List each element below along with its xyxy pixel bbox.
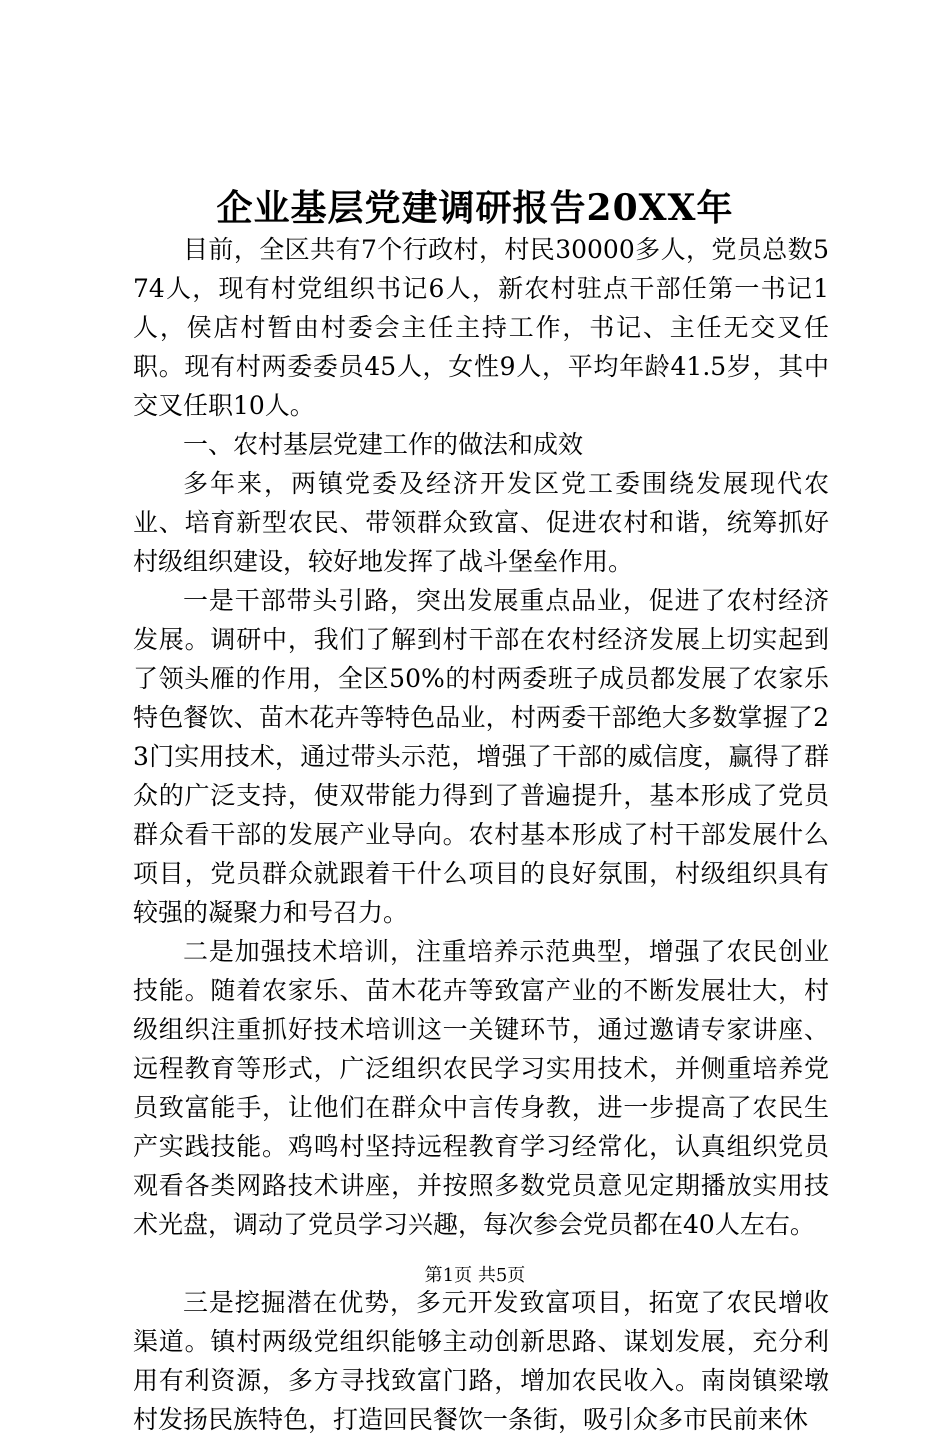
- paragraph-point-two: 二是加强技术培训，注重培养示范典型，增强了农民创业技能。随着农家乐、苗木花卉等致富产业的不断发展壮大，村级组织注重抓好技术培训这一关键环节，通过邀请专家讲座、远程教育等形式，广泛组织农民学习实用技术，并侧重培养党员致富能手，让他们在群众中言传身教，进一步提高了农民生产实践技能。鸡鸣村坚持远程教育学习经常化，认真组织党员观看各类网路技术讲座，并按照多数党员意见定期播放实用技术光盘，调动了党员学习兴趣，每次参会党员都在40人左右。: [133, 937, 829, 1239]
- section-heading: 一、农村基层党建工作的做法和成效: [183, 430, 584, 459]
- page-footer: 第1页 共5页: [424, 1265, 526, 1286]
- paragraph-intro: 多年来，两镇党委及经济开发区党工委围绕发展现代农业、培育新型农民、带领群众致富、促进农村和谐，统筹抓好村级组织建设，较好地发挥了战斗堡垒作用。: [133, 469, 829, 576]
- paragraph-point-three: 三是挖掘潜在优势，多元开发致富项目，拓宽了农民增收渠道。镇村两级党组织能够主动创新思路、谋划发展，充分利用有利资源，多方寻找致富门路，增加农民收入。南岗镇梁墩村发扬民族特色，打造回民餐饮一条街，吸引众多市民前来休: [133, 1288, 829, 1434]
- paragraph-point-one: 一是干部带头引路，突出发展重点品业，促进了农村经济发展。调研中，我们了解到村干部在农村经济发展上切实起到了领头雁的作用，全区50%的村两委班子成员都发展了农家乐特色餐饮、苗木花卉等特色品业，村两委干部绝大多数掌握了23门实用技术，通过带头示范，增强了干部的威信度，赢得了群众的广泛支持，使双带能力得到了普遍提升，基本形成了党员群众看干部的发展产业导向。农村基本形成了村干部发展什么项目，党员群众就跟着干什么项目的良好氛围，村级组织具有较强的凝聚力和号召力。: [133, 586, 829, 927]
- document-title: 企业基层党建调研报告20XX年: [216, 187, 734, 229]
- paragraph-overview: 目前，全区共有7个行政村，村民30000多人，党员总数574人，现有村党组织书记6人，新农村驻点干部任第一书记1人，侯店村暂由村委会主任主持工作，书记、主任无交叉任职。现有村两委委员45人，女性9人，平均年龄41.5岁，其中交叉任职10人。: [133, 235, 829, 420]
- document-body: [133, 230, 829, 1439]
